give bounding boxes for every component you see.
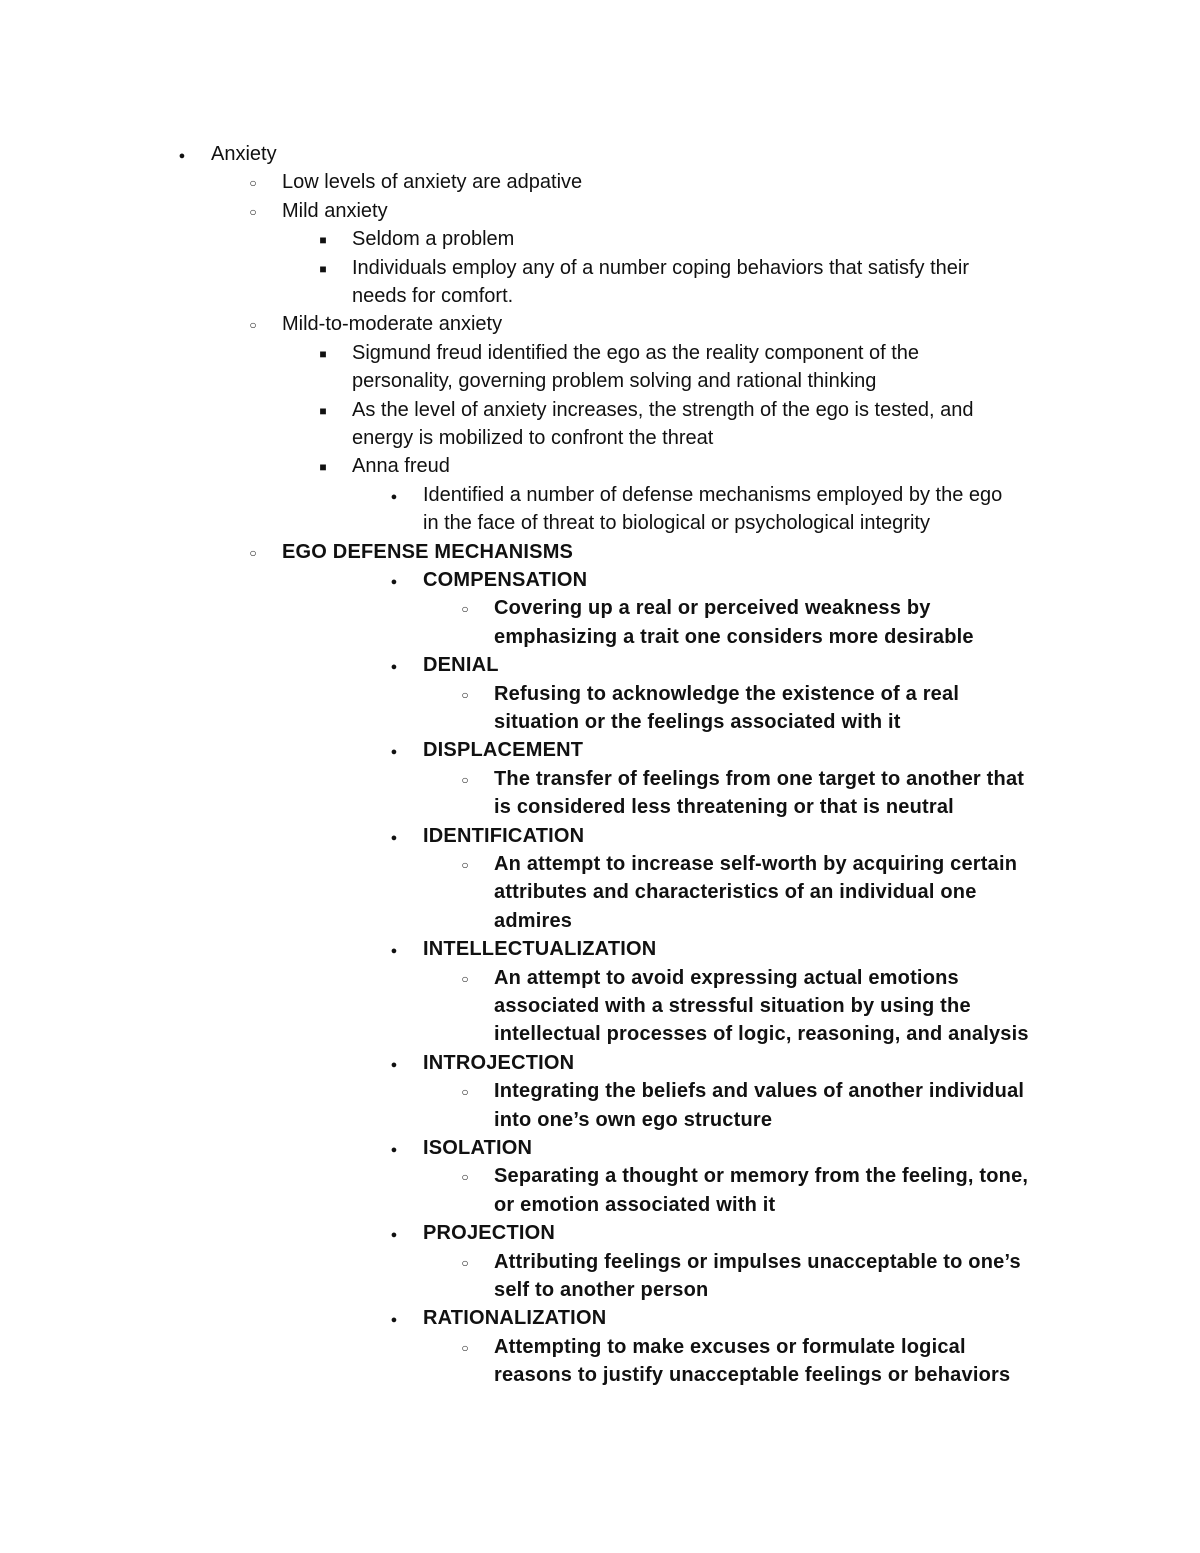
outline-item-text: self to another person — [494, 1279, 709, 1301]
outline-item-text: Mild anxiety — [282, 199, 388, 222]
outline-item-text: is considered less threatening or that is neutral — [494, 796, 954, 819]
disc-bullet-icon — [382, 1304, 406, 1334]
outline-item-text: Mild-to-moderate anxiety — [282, 313, 503, 336]
outline-item-text: Attempting to make excuses or formulate logical — [494, 1335, 966, 1358]
circle-bullet-icon — [453, 850, 477, 879]
outline-item-text: energy is mobilized to confront the threat — [352, 427, 714, 449]
disc-bullet-icon — [382, 736, 406, 766]
outline-item-text: in the face of threat to biological or psychological integrity — [423, 512, 930, 535]
square-bullet-icon — [311, 225, 335, 254]
circle-bullet-icon — [241, 197, 265, 226]
disc-bullet-icon — [382, 935, 406, 965]
disc-bullet-icon — [382, 566, 406, 596]
circle-bullet-icon — [453, 1162, 477, 1191]
outline-item-text: Refusing to acknowledge the existence of a real — [494, 682, 960, 705]
disc-bullet-icon — [382, 1219, 406, 1249]
outline-item-text: Sigmund freud identified the ego as the reality component of the — [352, 341, 920, 364]
outline-item-text: Individuals employ any of a number coping behaviors that satisfy their — [352, 256, 970, 279]
circle-bullet-icon — [453, 1248, 477, 1277]
disc-bullet-icon — [382, 481, 406, 511]
square-bullet-icon — [311, 339, 335, 368]
disc-bullet-icon — [382, 1134, 406, 1164]
circle-bullet-icon — [453, 1077, 477, 1106]
outline-item-text: IDENTIFICATION — [423, 824, 585, 847]
outline-item-text: As the level of anxiety increases, the strength of the ego is tested, and — [352, 398, 974, 421]
circle-bullet-icon — [453, 594, 477, 623]
square-bullet-icon — [311, 452, 335, 481]
outline-item-text: Seldom a problem — [352, 228, 515, 251]
circle-bullet-icon — [453, 964, 477, 993]
outline-item-text: Identified a number of defense mechanisms employed by the ego — [423, 483, 1003, 506]
outline-item-text: into one’s own ego structure — [494, 1108, 773, 1131]
circle-bullet-icon — [241, 310, 265, 339]
outline-item-text: PROJECTION — [423, 1222, 556, 1245]
outline-item-text: Separating a thought or memory from the feeling, tone, — [494, 1165, 1029, 1188]
outline-item-text: EGO DEFENSE MECHANISMS — [282, 540, 574, 563]
outline-item-text: INTELLECTUALIZATION — [423, 938, 657, 961]
outline-item-text: emphasizing a trait one considers more desirable — [494, 625, 974, 648]
outline-item-text: INTROJECTION — [423, 1051, 575, 1074]
circle-bullet-icon — [453, 680, 477, 709]
outline-item-text: Anxiety — [211, 143, 277, 165]
circle-bullet-icon — [241, 168, 265, 197]
outline-item-text: RATIONALIZATION — [423, 1307, 607, 1330]
outline-item-text: admires — [494, 909, 573, 932]
outline-item-text: An attempt to increase self-worth by acquiring certain — [494, 853, 1018, 875]
outline-item-text: Attributing feelings or impulses unacceptable to one’s — [494, 1250, 1021, 1273]
outline-item-text: An attempt to avoid expressing actual emotions — [494, 966, 959, 989]
square-bullet-icon — [311, 254, 335, 283]
circle-bullet-icon — [453, 1333, 477, 1362]
outline-item-text: Anna freud — [352, 455, 450, 478]
disc-bullet-icon — [382, 822, 406, 852]
outline-item-text: or emotion associated with it — [494, 1193, 776, 1216]
outline-item-text: COMPENSATION — [423, 569, 588, 591]
outline-item-text: ISOLATION — [423, 1137, 533, 1159]
outline-item-text: attributes and characteristics of an individual one — [494, 881, 977, 904]
disc-bullet-icon — [382, 651, 406, 681]
outline-item-text: personality, governing problem solving and rational thinking — [352, 370, 877, 393]
outline-item-text: Integrating the beliefs and values of another individual — [494, 1080, 1025, 1103]
circle-bullet-icon — [453, 765, 477, 794]
disc-bullet-icon — [382, 1049, 406, 1079]
outline-item-text: needs for comfort. — [352, 285, 514, 307]
outline-item-text: DISPLACEMENT — [423, 739, 584, 762]
outline-item-text: intellectual processes of logic, reasoning, and analysis — [494, 1023, 1029, 1046]
outline-item-text: associated with a stressful situation by using the — [494, 995, 971, 1017]
outline-item-text: Low levels of anxiety are adpative — [282, 171, 583, 194]
square-bullet-icon — [311, 396, 335, 425]
disc-bullet-icon — [170, 140, 194, 170]
outline-item-text: Covering up a real or perceived weakness by — [494, 597, 931, 620]
outline-item-text: situation or the feelings associated with it — [494, 711, 901, 733]
circle-bullet-icon — [241, 538, 265, 567]
outline-item-text: reasons to justify unacceptable feelings or behaviors — [494, 1364, 1011, 1387]
outline-item-text: The transfer of feelings from one target to another that — [494, 767, 1025, 790]
outline-item-text: DENIAL — [423, 654, 499, 677]
